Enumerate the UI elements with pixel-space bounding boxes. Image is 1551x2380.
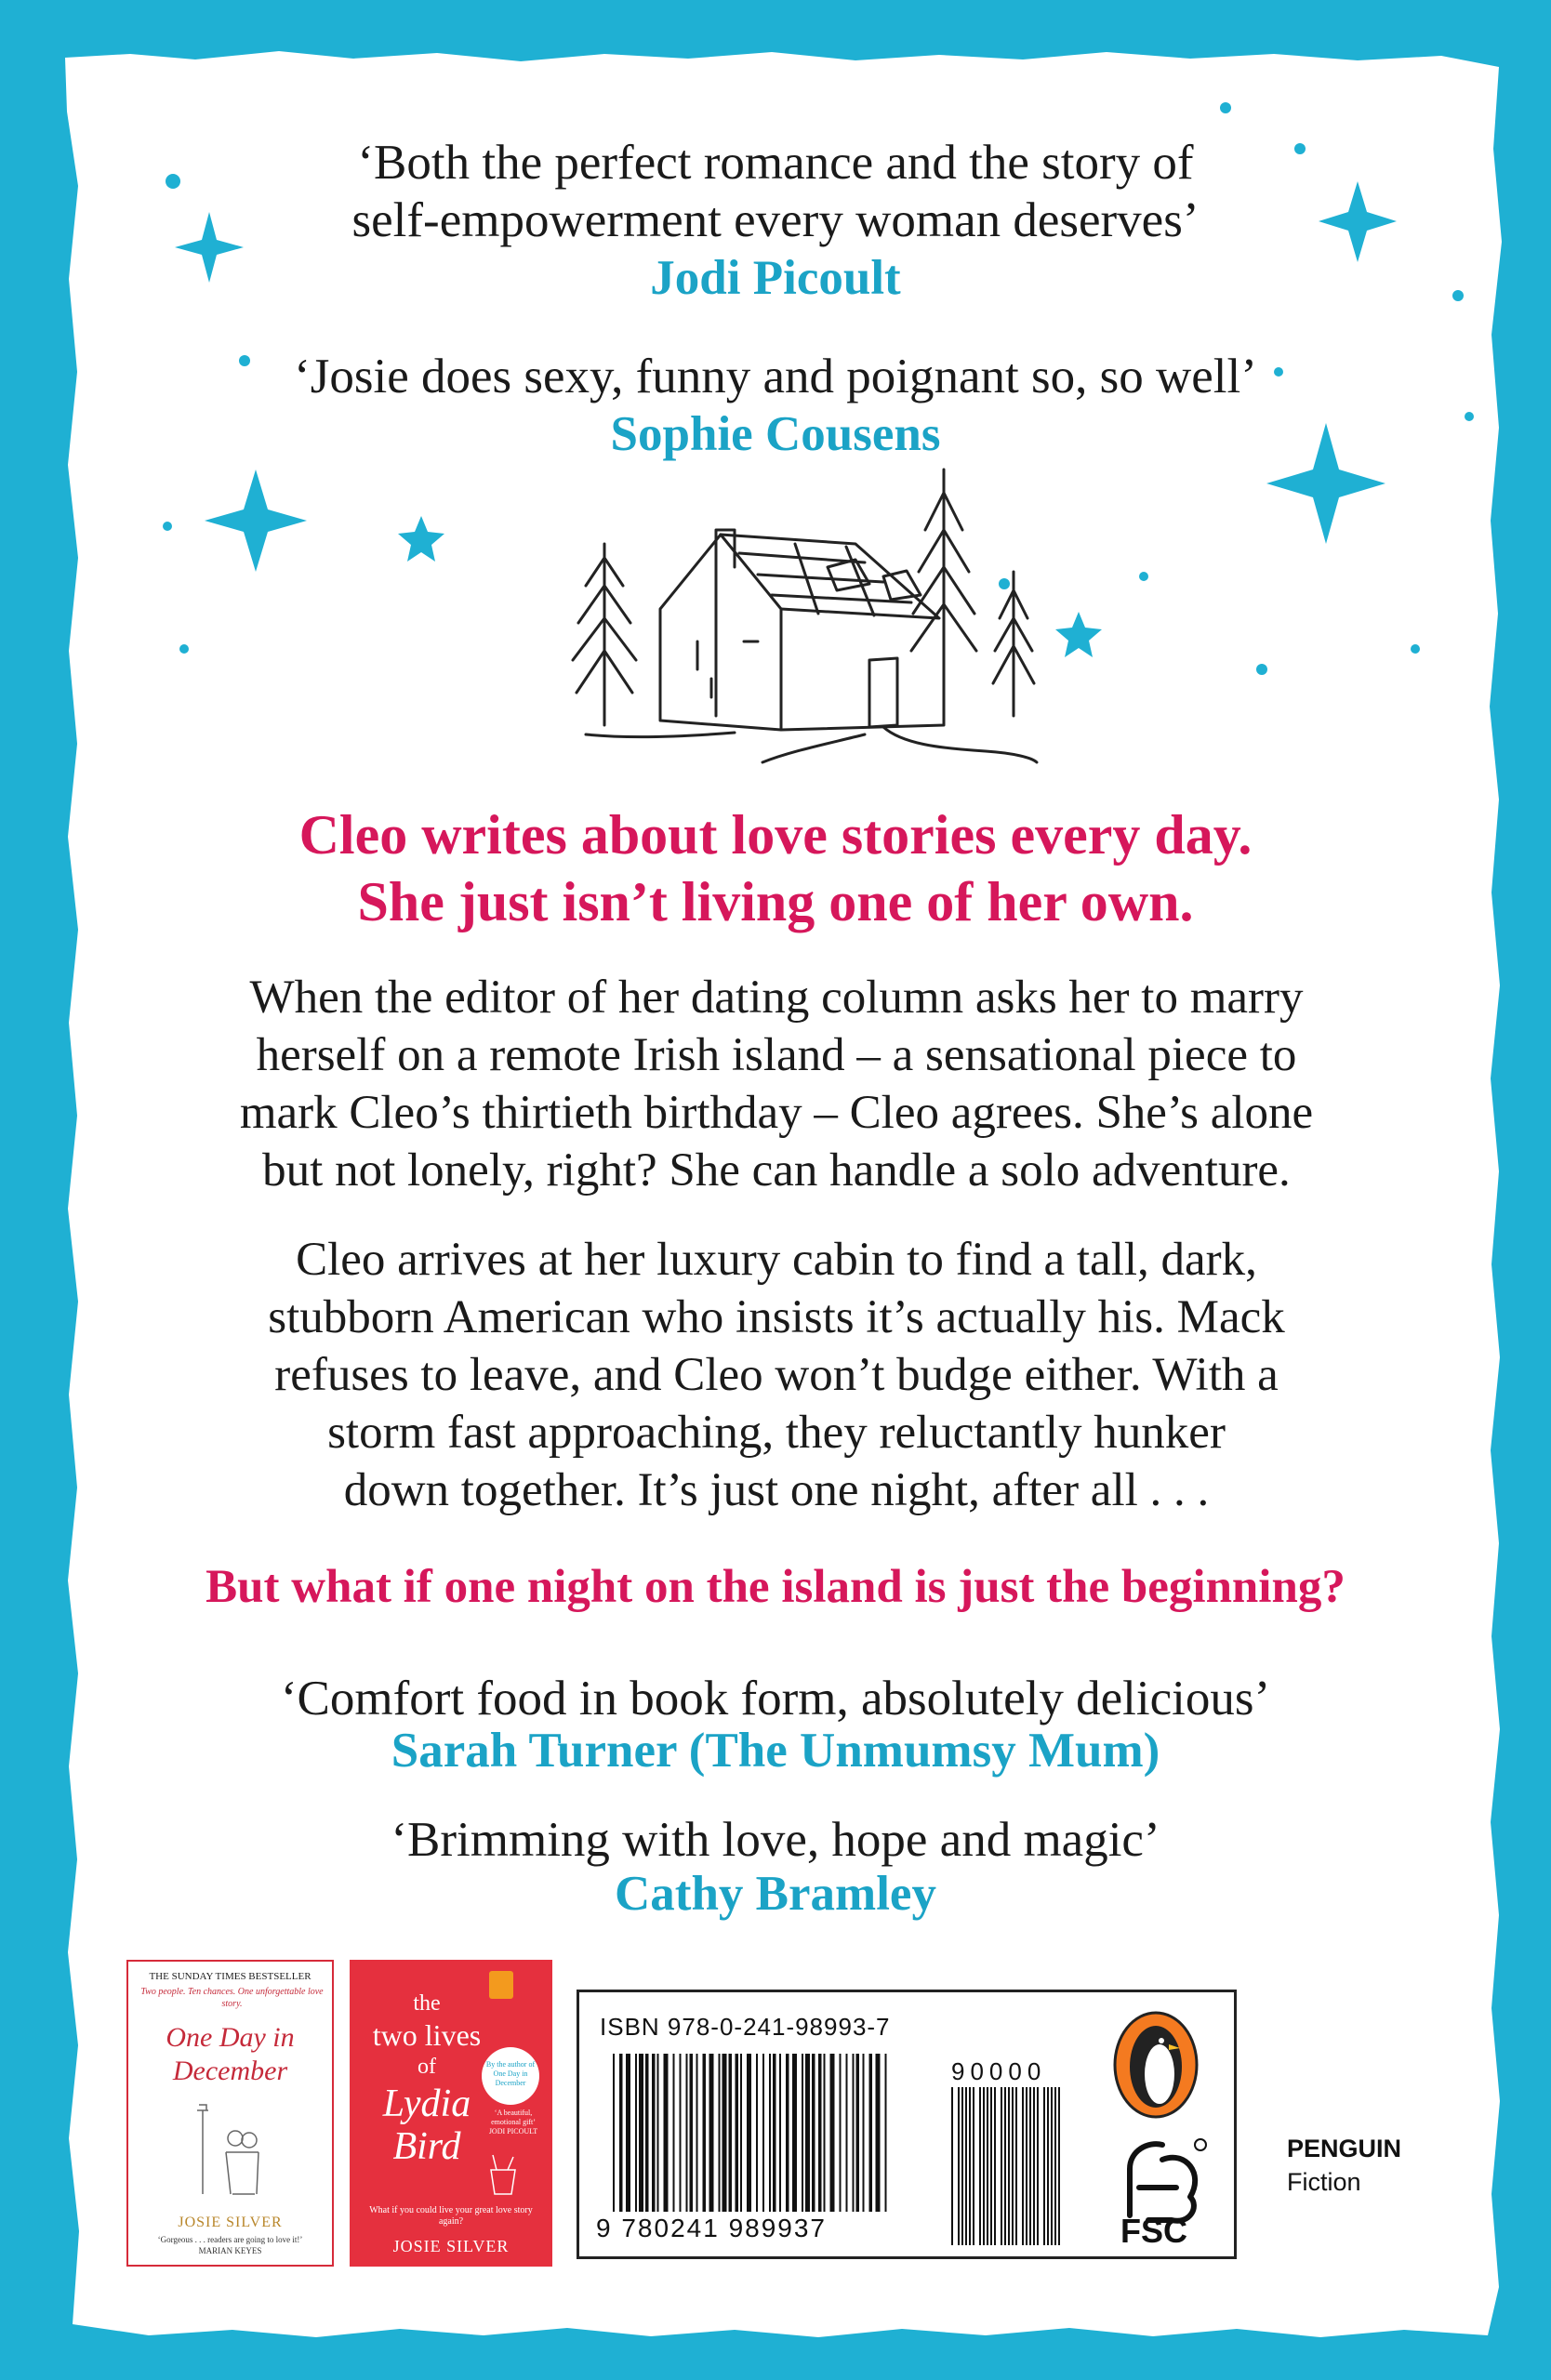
- barcode-bar: [863, 2054, 865, 2212]
- barcode-bar: [635, 2054, 637, 2212]
- barcode-bar: [1033, 2087, 1035, 2245]
- barcode-bar: [762, 2054, 764, 2212]
- barcode-bar: [747, 2054, 751, 2212]
- addon-barcode: [951, 2087, 1063, 2245]
- review-quote: ‘Josie does sexy, funny and poignant so, so well’: [294, 350, 1257, 403]
- barcode-bar: [786, 2054, 789, 2212]
- tagline: Cleo writes about love stories every day. She just isn’t living one of her own.: [298, 804, 1253, 932]
- star-icon: [205, 469, 307, 572]
- barcode-bar: [709, 2054, 714, 2212]
- barcode-bar: [1012, 2087, 1014, 2245]
- barcode-bar: [664, 2054, 669, 2212]
- barcode-bar: [856, 2054, 860, 2212]
- hook-line: But what if one night on the island is just the beginning?: [205, 1561, 1346, 1613]
- barcode-bar: [680, 2054, 682, 2212]
- book-thumbnail-one-day-in-december: THE SUNDAY TIMES BESTSELLER Two people. Ten chances. One unforgettable love story. One Day in December JOSIE SILVER ‘Gorgeous . . . readers are going to love it!’ MARIAN KEYES: [126, 1960, 334, 2267]
- barcode-bar: [779, 2054, 781, 2212]
- barcode-bar: [969, 2087, 971, 2245]
- barcode-bar: [876, 2054, 881, 2212]
- barcode-bar: [792, 2054, 797, 2212]
- barcode-bar: [773, 2054, 776, 2212]
- review-attribution: Sophie Cousens: [610, 407, 941, 461]
- fsc-label: FSC: [1120, 2212, 1187, 2250]
- barcode-bar: [1058, 2087, 1060, 2245]
- barcode-bar: [973, 2087, 974, 2245]
- penguin-logo-icon: [489, 1971, 513, 1999]
- barcode-bar: [869, 2054, 873, 2212]
- barcode-bar: [722, 2054, 727, 2212]
- barcode-bar: [958, 2087, 960, 2245]
- barcode-bar: [686, 2054, 688, 2212]
- barcode-bar: [951, 2087, 953, 2245]
- review-quote: ‘Both the perfect romance and the story of self-empowerment every woman deserves’: [351, 136, 1200, 247]
- barcode-bar: [613, 2054, 615, 2212]
- barcode-bar: [696, 2054, 698, 2212]
- barcode-bar: [740, 2054, 742, 2212]
- barcode-bar: [846, 2054, 848, 2212]
- barcode-bar: [840, 2054, 842, 2212]
- barcode-bar: [736, 2054, 739, 2212]
- toothbrush-cup-icon: [480, 2151, 526, 2198]
- barcode-bar: [1026, 2087, 1027, 2245]
- barcode-bar: [830, 2054, 835, 2212]
- barcode-bar: [979, 2087, 981, 2245]
- book-title: One Day in December: [166, 2022, 295, 2086]
- barcode-bar: [673, 2054, 675, 2212]
- barcode-bar: [1037, 2087, 1039, 2245]
- barcode-bar: [639, 2054, 643, 2212]
- barcode-bar: [1047, 2087, 1049, 2245]
- barcode-bar: [652, 2054, 656, 2212]
- barcode: [613, 2054, 892, 2212]
- barcode-bar: [1008, 2087, 1010, 2245]
- barcode-bar: [690, 2054, 694, 2212]
- barcode-bar: [756, 2054, 758, 2212]
- barcode-bar: [1004, 2087, 1006, 2245]
- publisher-imprint: Fiction: [1287, 2168, 1361, 2196]
- price-code: 90000: [951, 2057, 1047, 2085]
- barcode-bar: [619, 2054, 623, 2212]
- star-icon: [398, 516, 444, 562]
- barcode-bar: [824, 2054, 826, 2212]
- cabin-illustration: [549, 456, 1041, 781]
- penguin-logo-icon: [1111, 2009, 1200, 2121]
- barcode-bar: [1043, 2087, 1045, 2245]
- barcode-bar: [990, 2087, 992, 2245]
- publisher-name: PENGUIN: [1287, 2135, 1402, 2162]
- barcode-bar: [965, 2087, 967, 2245]
- barcode-bar: [1015, 2087, 1017, 2245]
- book-title: the two lives of Lydia Bird: [372, 1991, 482, 2168]
- barcode-bar: [1001, 2087, 1002, 2245]
- couple-illustration-icon: [184, 2101, 277, 2203]
- barcode-bar: [805, 2054, 810, 2212]
- barcode-bar: [818, 2054, 822, 2212]
- blurb-paragraph: Cleo arrives at her luxury cabin to find a tall, dark, stubborn American who insists it’s actually his. Mack refuses to leave, and Cleo won’t budge either. With a storm fast approaching, they reluctantly hunker down together. It’s just one night, after all . . .: [268, 1234, 1285, 1516]
- review-attribution: Cathy Bramley: [615, 1867, 936, 1921]
- barcode-bar: [812, 2054, 815, 2212]
- blurb-paragraph: When the editor of her dating column asks her to marry herself on a remote Irish island – a sensational piece to mark Cleo’s thirtieth birthday – Cleo agrees. She’s alone but not lonely, right? She can handle a solo adventure.: [239, 972, 1314, 1197]
- barcode-bar: [1029, 2087, 1031, 2245]
- review-quote: ‘Comfort food in book form, absolutely delicious’: [280, 1672, 1271, 1726]
- barcode-bar: [703, 2054, 707, 2212]
- barcode-bar: [645, 2054, 649, 2212]
- barcode-bar: [1022, 2087, 1024, 2245]
- barcode-bar: [983, 2087, 985, 2245]
- barcode-bar: [802, 2054, 803, 2212]
- barcode-bar: [769, 2054, 771, 2212]
- isbn-text: ISBN 978-0-241-98993-7: [600, 2013, 891, 2041]
- barcode-bar: [961, 2087, 963, 2245]
- review-attribution: Sarah Turner (The Unmumsy Mum): [391, 1724, 1160, 1778]
- barcode-bar: [853, 2054, 855, 2212]
- barcode-bar: [719, 2054, 721, 2212]
- review-quote: ‘Brimming with love, hope and magic’: [391, 1813, 1160, 1867]
- barcode-bar: [987, 2087, 988, 2245]
- badge: By the author of One Day in December: [482, 2047, 539, 2105]
- star-icon: [1055, 612, 1102, 657]
- barcode-bar: [994, 2087, 996, 2245]
- barcode-panel: [577, 1990, 1237, 2259]
- barcode-bar: [657, 2054, 659, 2212]
- barcode-bar: [626, 2054, 630, 2212]
- review-attribution: Jodi Picoult: [650, 251, 901, 305]
- barcode-bar: [1054, 2087, 1056, 2245]
- barcode-bar: [885, 2054, 887, 2212]
- barcode-bar: [1051, 2087, 1053, 2245]
- barcode-digits: 9 780241 989937: [596, 2214, 827, 2242]
- book-thumbnail-two-lives-of-lydia-bird: the two lives of Lydia Bird By the author of One Day in December ‘A beautiful, emotional gift’ JODI PICOULT What if you could live your great love story again? JOSIE SILVER: [350, 1960, 552, 2267]
- barcode-bar: [729, 2054, 733, 2212]
